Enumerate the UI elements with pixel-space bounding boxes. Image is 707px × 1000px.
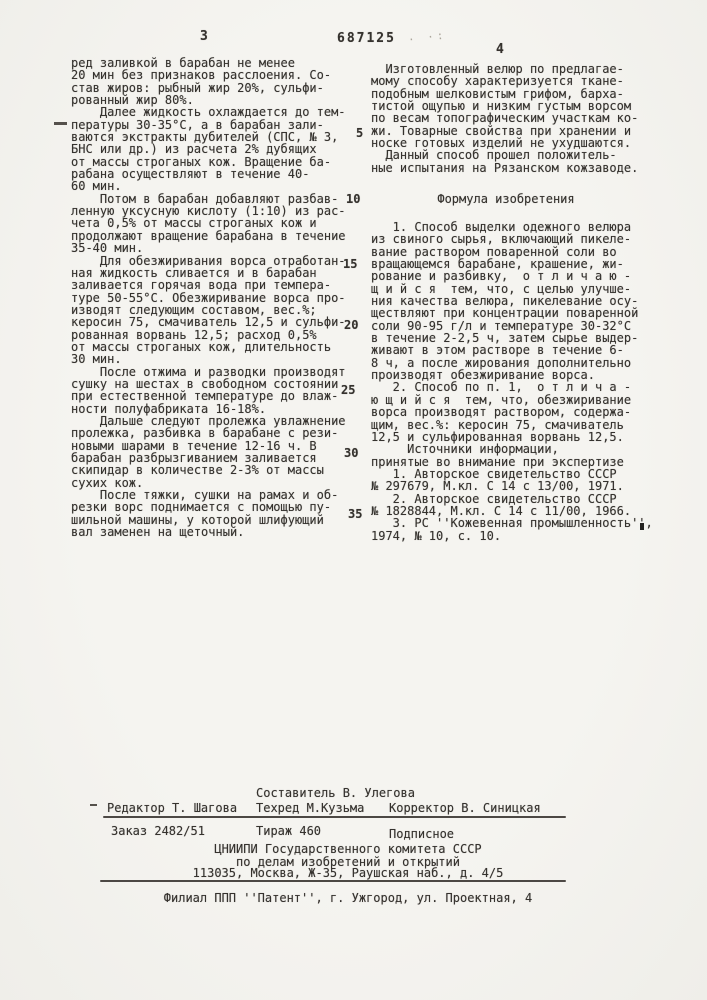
right-column-intro-text: Изготовленный велюр по предлагае- мому способу характеризуется ткане- подобным шелковистым грифом, барха- тистой ощупью и низким густым ворсом по весам топографическим участкам ко- жи. Товарные свойства при хранении и носке готовых изделий не ухудшаются. Данный способ прошел положитель- ные испытания на Рязанском кожзаводе. [371, 62, 639, 175]
footer-corrector: Корректор В. Синицкая [389, 801, 541, 815]
left-column-text: ред заливкой в барабан не менее 20 мин без признаков расслоения. Со- став жиров: рыбный жир 20%, сульфи- рованный жир 80%. Далее жидкость охлаждается до тем- пературы 30-35°С, а в барабан зали- ваются экстракты дубителей (СПС, № 3, БНС или др.) из расчета 2% дубящих от массы строганых кож. Вращение ба- рабана осуществляют в течение 40- 60 мин. Потом в барабан добавляют разбав- ленную уксусную кислоту (1:10) из рас- чета 0,5% от массы строганых кож и продолжают вращение барабана в течение 35-40 мин. Для обезжиривания ворса отработан- ная жидкость сливается и в барабан заливается горячая вода при темпера- туре 50-55°С. Обезжиривание ворса про- изводят следующим составом, вес.%; керосин 75, смачиватель 12,5 и сульфи- рованная ворвань 12,5; расход 0,5% от массы строганых кож, длительность 30 мин. После отжима и разводки производят сушку на шестах в свободном состоянии при естественной температуре до влаж- ности полуфабриката 16-18%. Дальше следуют пролежка увлажнение пролежка, разбивка в барабане с рези- новыми шарами в течение 12-16 ч. В барабан разбрызгиванием заливается скипидар в количестве 2-3% от массы сухих кож. После тяжки, сушки на рамах и об- резки ворс поднимается с помощью пу- шильной машины, у которой шлифующий вал заменен на щеточный. [71, 56, 346, 540]
margin-line-number-10: 10 [346, 192, 361, 206]
footer-organization-line1: ЦНИИПИ Государственного комитета СССР [214, 842, 482, 856]
footer-print-run: Тираж 460 [256, 824, 322, 838]
footer-divider-top [103, 816, 566, 818]
claims-section-heading: Формула изобретения [437, 192, 575, 206]
footer-subscription: Подписное [389, 827, 455, 841]
margin-line-number-25: 25 [341, 383, 356, 397]
footer-editor: Редактор Т. Шагова [107, 801, 238, 815]
footer-branch-line: Филиал ППП ''Патент'', г. Ужгород, ул. Проектная, 4 [163, 891, 533, 905]
footer-organization-line2: по делам изобретений и открытий [236, 855, 460, 869]
margin-line-number-20: 20 [344, 318, 359, 332]
footer-order-number: Заказ 2482/51 [111, 824, 205, 838]
patent-number: 687125 [337, 31, 396, 46]
margin-line-number-35: 35 [348, 507, 363, 521]
footer-tech-editor: Техред М.Кузьма [256, 801, 365, 815]
margin-line-number-5: 5 [356, 126, 364, 140]
right-column-claims-text: 1. Способ выделки одежного велюра из свиного сырья, включающий пикеле- вание раствором поваренной соли во вращающемся барабане, крашение, жи- рование и разбивку, о т л и ч а ю - щ и й с я тем, что, с целью улучше- ния качества велюра, пикелевание осу- ществляют при концентрации поваренной соли 90-95 г/л и температуре 30-32°С в течение 2-2,5 ч, затем сырье выдер- живают в этом растворе в течение 6- 8 ч, а после жирования дополнительно производят обезжиривание ворса. 2. Способ по п. 1, о т л и ч а - ю щ и й с я тем, что, обезжиривание ворса производят раствором, содержа- щим, вес.%: керосин 75, смачиватель 12,5 и сульфированная ворвань 12,5. Источники информации, принятые во внимание при экспертизе 1. Авторское свидетельство СССР № 297679, М.кл. С 14 с 13/00, 1971. 2. Авторское свидетельство СССР № 1828844, М.кл. С 14 с 11/00, 1966. 3. РС ''Кожевенная промышленность'', 1974, № 10, с. 10. [371, 220, 653, 543]
page-number-left: 3 [200, 29, 208, 44]
footer-compiler: Составитель В. Улегова [256, 786, 415, 800]
footer-organization-address: 113035, Москва, Ж-35, Раушская наб., д. 4/5 [192, 866, 504, 880]
margin-dash-mark [54, 122, 67, 125]
page-number-right: 4 [496, 42, 504, 57]
print-smudge: · ·: [407, 28, 448, 47]
margin-line-number-30: 30 [344, 446, 359, 460]
margin-line-number-15: 15 [343, 257, 358, 271]
footer-dash-mark [90, 804, 97, 806]
footer-divider-bottom [100, 880, 566, 882]
